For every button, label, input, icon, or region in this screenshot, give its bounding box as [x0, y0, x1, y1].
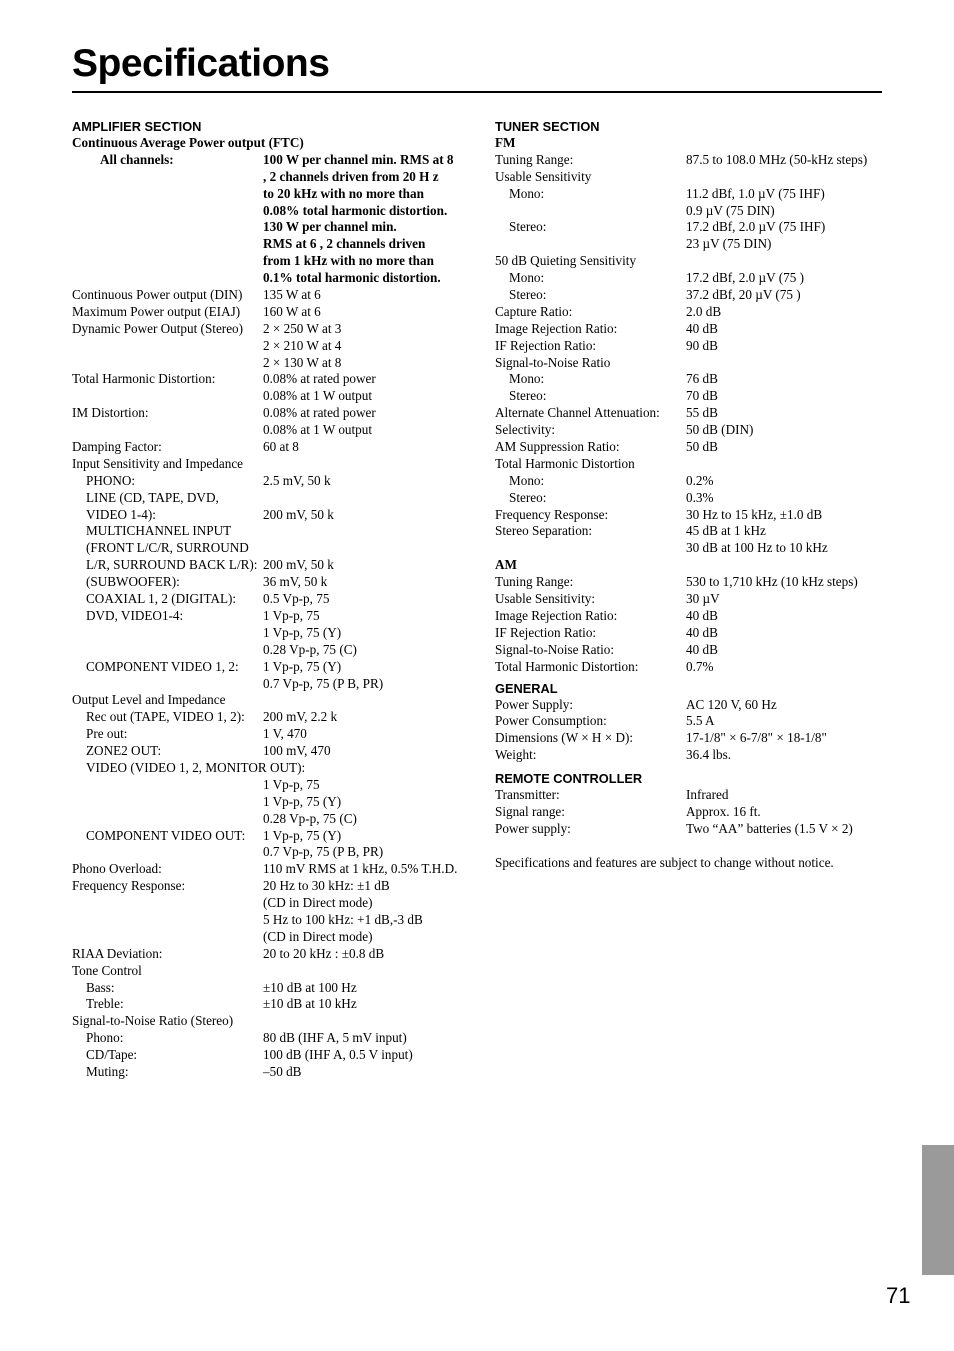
spec-value: 17-1/8" × 6-7/8" × 18-1/8" [686, 730, 827, 746]
spec-label: ZONE2 OUT: [86, 743, 162, 759]
spec-label: Signal-to-Noise Ratio [495, 354, 611, 370]
remote-section-heading: REMOTE CONTROLLER [495, 771, 643, 787]
spec-value: 1 Vp-p, 75 [263, 776, 320, 792]
spec-label: Tuning Range: [495, 151, 574, 167]
spec-row [495, 574, 895, 591]
spec-row [495, 659, 895, 676]
spec-value: 0.9 µV (75 DIN) [686, 202, 775, 218]
spec-value: 0.08% at rated power [263, 371, 376, 387]
spec-value: 1 V, 470 [263, 726, 307, 742]
spec-label: Frequency Response: [495, 506, 609, 522]
spec-label: COMPONENT VIDEO 1, 2: [86, 658, 239, 674]
spec-label [72, 642, 263, 659]
spec-value: 30 µV [686, 591, 720, 607]
spec-value: 1 Vp-p, 75 (Y) [263, 793, 342, 809]
spec-value: 36.4 lbs. [686, 747, 732, 763]
spec-label [72, 422, 263, 439]
spec-label [72, 338, 263, 355]
spec-row [72, 726, 462, 743]
spec-label: Mono: [509, 185, 545, 201]
spec-label: Phono Overload: [72, 861, 162, 877]
spec-label: Transmitter: [495, 787, 560, 803]
spec-label: (FRONT L/C/R, SURROUND [86, 540, 249, 556]
spec-row [72, 828, 462, 845]
spec-row [495, 186, 895, 203]
spec-label: CD/Tape: [86, 1047, 138, 1063]
spec-row [495, 253, 895, 270]
spec-row [72, 811, 462, 828]
spec-value: ±10 dB at 100 Hz [263, 979, 357, 995]
spec-label: Mono: [509, 371, 545, 387]
spec-row [495, 287, 895, 304]
spec-value: 17.2 dBf, 2.0 µV (75 ) [686, 270, 804, 286]
page-title: Specifications [72, 42, 330, 85]
spec-label: Weight: [495, 747, 537, 763]
spec-label [72, 794, 263, 811]
spec-value: 23 µV (75 DIN) [686, 236, 772, 252]
spec-label: Usable Sensitivity: [495, 591, 596, 607]
spec-row [72, 676, 462, 693]
spec-row [495, 304, 895, 321]
spec-label [72, 811, 263, 828]
spec-row [495, 355, 895, 372]
spec-value: 0.28 Vp-p, 75 (C) [263, 810, 357, 826]
spec-value: 80 dB (IHF A, 5 mV input) [263, 1030, 407, 1046]
spec-label: IM Distortion: [72, 405, 149, 421]
title-divider [72, 91, 882, 93]
spec-label: Image Rejection Ratio: [495, 607, 618, 623]
spec-label: (SUBWOOFER): [86, 574, 180, 590]
spec-row [72, 388, 462, 405]
all-channels-line: from 1 kHz with no more than [263, 253, 434, 269]
spec-row [72, 794, 462, 811]
spec-label: 50 dB Quieting Sensitivity [495, 253, 637, 269]
spec-row [495, 821, 895, 838]
spec-label: Tuning Range: [495, 574, 574, 590]
spec-value: 30 dB at 100 Hz to 10 kHz [686, 540, 828, 556]
spec-value: 76 dB [686, 371, 718, 387]
spec-value: 200 mV, 50 k [263, 506, 334, 522]
spec-value: 40 dB [686, 624, 718, 640]
fm-spec-list [495, 152, 895, 557]
spec-value: Two “AA” batteries (1.5 V × 2) [686, 820, 853, 836]
spec-label: Output Level and Impedance [72, 692, 226, 708]
spec-value: 90 dB [686, 337, 718, 353]
spec-label: Stereo: [509, 219, 547, 235]
spec-row [495, 422, 895, 439]
spec-label: Power Supply: [495, 696, 574, 712]
spec-row [495, 405, 895, 422]
spec-value: 5 Hz to 100 kHz: +1 dB,-3 dB [263, 911, 423, 927]
spec-row [495, 388, 895, 405]
spec-row [72, 523, 462, 540]
spec-label [72, 895, 263, 912]
page-number: 71 [886, 1283, 911, 1308]
spec-label: Continuous Power output (DIN) [72, 287, 243, 303]
spec-label: Image Rejection Ratio: [495, 320, 618, 336]
spec-row [72, 996, 462, 1013]
spec-value: 2 × 130 W at 8 [263, 354, 342, 370]
spec-row [495, 608, 895, 625]
spec-row [72, 642, 462, 659]
spec-label [72, 929, 263, 946]
spec-value: 100 mV, 470 [263, 743, 331, 759]
spec-label: Alternate Channel Attenuation: [495, 405, 660, 421]
spec-label [495, 540, 686, 557]
spec-value: 200 mV, 50 k [263, 557, 334, 573]
spec-value: 530 to 1,710 kHz (10 kHz steps) [686, 574, 858, 590]
spec-label [72, 912, 263, 929]
spec-value: (CD in Direct mode) [263, 928, 373, 944]
spec-row [495, 730, 895, 747]
spec-label: Power Consumption: [495, 713, 607, 729]
spec-value: 0.08% at 1 W output [263, 422, 373, 438]
spec-label: Usable Sensitivity [495, 168, 592, 184]
spec-row [72, 422, 462, 439]
spec-label [72, 625, 263, 642]
spec-label: Maximum Power output (EIAJ) [72, 303, 241, 319]
spec-row [72, 557, 462, 574]
spec-value: 1 Vp-p, 75 [263, 607, 320, 623]
spec-row [72, 743, 462, 760]
spec-value: 135 W at 6 [263, 287, 321, 303]
section-tab-marker [922, 1145, 954, 1275]
spec-value: 1 Vp-p, 75 (Y) [263, 624, 342, 640]
spec-value: 20 to 20 kHz : ±0.8 dB [263, 945, 385, 961]
spec-value: 30 Hz to 15 kHz, ±1.0 dB [686, 506, 823, 522]
spec-row [72, 692, 462, 709]
spec-row [72, 371, 462, 388]
spec-row [495, 456, 895, 473]
spec-row [72, 540, 462, 557]
spec-label: Phono: [86, 1030, 124, 1046]
spec-row [72, 304, 462, 321]
spec-row [72, 760, 462, 777]
spec-value: AC 120 V, 60 Hz [686, 696, 777, 712]
spec-label [495, 236, 686, 253]
spec-label [72, 388, 263, 405]
all-channels-value [263, 152, 459, 287]
spec-label: PHONO: [86, 472, 136, 488]
spec-label: COAXIAL 1, 2 (DIGITAL): [86, 591, 237, 607]
spec-row [72, 287, 462, 304]
spec-label: Total Harmonic Distortion: [495, 658, 639, 674]
spec-label: IF Rejection Ratio: [495, 624, 597, 640]
spec-label [72, 777, 263, 794]
spec-row [495, 203, 895, 220]
spec-value: 0.5 Vp-p, 75 [263, 591, 330, 607]
spec-label: Pre out: [86, 726, 128, 742]
spec-row [495, 697, 895, 714]
spec-label: Dimensions (W × H × D): [495, 730, 634, 746]
spec-row [495, 219, 895, 236]
spec-value: 50 dB [686, 439, 718, 455]
ftc-label: Continuous Average Power output (FTC) [72, 135, 304, 150]
spec-row [495, 625, 895, 642]
spec-value: 0.08% at 1 W output [263, 388, 373, 404]
spec-label: Mono: [509, 472, 545, 488]
all-channels-label: All channels: [100, 151, 174, 167]
spec-row [72, 456, 462, 473]
spec-row [495, 804, 895, 821]
spec-value: 0.3% [686, 489, 714, 505]
spec-label: Input Sensitivity and Impedance [72, 455, 244, 471]
spec-value: 45 dB at 1 kHz [686, 523, 766, 539]
spec-row [495, 523, 895, 540]
spec-row [72, 929, 462, 946]
general-section-heading: GENERAL [495, 680, 558, 696]
spec-value: 1 Vp-p, 75 (Y) [263, 658, 342, 674]
spec-label [72, 355, 263, 372]
spec-value: 36 mV, 50 k [263, 574, 328, 590]
spec-label [72, 844, 263, 861]
spec-label: Stereo: [509, 388, 547, 404]
spec-row [495, 473, 895, 490]
spec-row [72, 963, 462, 980]
tuner-column [495, 116, 895, 872]
spec-value: 11.2 dBf, 1.0 µV (75 IHF) [686, 185, 825, 201]
spec-label: Dynamic Power Output (Stereo) [72, 320, 244, 336]
spec-row [72, 777, 462, 794]
spec-label: Treble: [86, 996, 124, 1012]
spec-label: Mono: [509, 270, 545, 286]
spec-value: –50 dB [263, 1063, 302, 1079]
spec-value: Infrared [686, 787, 729, 803]
amplifier-column [72, 116, 462, 1081]
spec-row [72, 507, 462, 524]
spec-row [495, 507, 895, 524]
spec-row [495, 713, 895, 730]
spec-row [72, 861, 462, 878]
spec-label: L/R, SURROUND BACK L/R): [86, 557, 258, 573]
spec-value: 0.08% at rated power [263, 405, 376, 421]
spec-label: IF Rejection Ratio: [495, 337, 597, 353]
spec-row [495, 540, 895, 557]
spec-row [72, 608, 462, 625]
spec-value: 55 dB [686, 405, 718, 421]
spec-row [72, 946, 462, 963]
spec-value: 100 dB (IHF A, 0.5 V input) [263, 1047, 413, 1063]
spec-value: 160 W at 6 [263, 303, 321, 319]
spec-row [72, 338, 462, 355]
spec-value: 2.0 dB [686, 303, 722, 319]
spec-label: Capture Ratio: [495, 303, 573, 319]
spec-value: 2.5 mV, 50 k [263, 472, 331, 488]
all-channels-line: 0.08% total harmonic distortion. [263, 202, 448, 218]
spec-row [495, 338, 895, 355]
spec-label: RIAA Deviation: [72, 945, 163, 961]
all-channels-spec [72, 152, 462, 287]
spec-row [72, 490, 462, 507]
spec-value: 37.2 dBf, 20 µV (75 ) [686, 287, 801, 303]
spec-value: 0.28 Vp-p, 75 (C) [263, 641, 357, 657]
spec-row [495, 591, 895, 608]
am-subheading: AM [495, 557, 517, 573]
spec-label: Muting: [86, 1063, 129, 1079]
spec-row [72, 912, 462, 929]
spec-label: AM Suppression Ratio: [495, 439, 620, 455]
spec-value: 40 dB [686, 607, 718, 623]
spec-row [495, 169, 895, 186]
spec-label [72, 676, 263, 693]
spec-label: Tone Control [72, 962, 142, 978]
spec-value: (CD in Direct mode) [263, 895, 373, 911]
spec-label: Stereo: [509, 489, 547, 505]
spec-row [495, 321, 895, 338]
spec-row [72, 439, 462, 456]
spec-value: 87.5 to 108.0 MHz (50-kHz steps) [686, 151, 868, 167]
am-spec-list [495, 574, 895, 675]
spec-value: 0.7 Vp-p, 75 (P B, PR) [263, 844, 384, 860]
spec-value: 2 × 210 W at 4 [263, 337, 342, 353]
spec-row [72, 1030, 462, 1047]
amplifier-spec-list [72, 287, 462, 1081]
tuner-section-heading: TUNER SECTION [495, 119, 600, 134]
spec-value: 0.7 Vp-p, 75 (P B, PR) [263, 675, 384, 691]
spec-label: Stereo: [509, 287, 547, 303]
spec-value: ±10 dB at 10 kHz [263, 996, 357, 1012]
spec-value: 200 mV, 2.2 k [263, 709, 338, 725]
spec-row [72, 473, 462, 490]
spec-row [72, 709, 462, 726]
spec-row [495, 787, 895, 804]
spec-label: Bass: [86, 979, 115, 995]
spec-row [72, 405, 462, 422]
spec-row [495, 490, 895, 507]
spec-label: Damping Factor: [72, 439, 162, 455]
spec-value: Approx. 16 ft. [686, 803, 761, 819]
spec-label: Signal range: [495, 803, 565, 819]
spec-value: 110 mV RMS at 1 kHz, 0.5% T.H.D. [263, 861, 458, 877]
spec-label: COMPONENT VIDEO OUT: [86, 827, 246, 843]
all-channels-line: 130 W per channel min. [263, 219, 397, 235]
general-spec-list [495, 697, 895, 765]
spec-label: Power supply: [495, 820, 571, 836]
spec-label [495, 203, 686, 220]
spec-value: 2 × 250 W at 3 [263, 320, 342, 336]
spec-label: Signal-to-Noise Ratio (Stereo) [72, 1013, 234, 1029]
spec-label: Frequency Response: [72, 878, 186, 894]
spec-row [72, 321, 462, 338]
spec-row [72, 591, 462, 608]
amplifier-section-heading: AMPLIFIER SECTION [72, 119, 202, 134]
spec-row [495, 642, 895, 659]
spec-value: 0.7% [686, 658, 714, 674]
spec-row [72, 659, 462, 676]
spec-label: DVD, VIDEO1-4: [86, 607, 184, 623]
spec-row [72, 878, 462, 895]
spec-row [495, 747, 895, 764]
spec-row [495, 439, 895, 456]
spec-row [72, 625, 462, 642]
spec-value: 40 dB [686, 641, 718, 657]
spec-label: VIDEO 1-4): [86, 506, 156, 522]
spec-label: Selectivity: [495, 422, 556, 438]
spec-label: VIDEO (VIDEO 1, 2, MONITOR OUT): [86, 759, 306, 775]
change-notice: Specifications and features are subject to change without notice. [495, 854, 834, 870]
spec-label: MULTICHANNEL INPUT [86, 523, 232, 539]
spec-value: 5.5 A [686, 713, 715, 729]
spec-value: 70 dB [686, 388, 718, 404]
spec-value: 17.2 dBf, 2.0 µV (75 IHF) [686, 219, 826, 235]
all-channels-line: , 2 channels driven from 20 H z [263, 168, 439, 184]
spec-label: Total Harmonic Distortion: [72, 371, 216, 387]
spec-label: Rec out (TAPE, VIDEO 1, 2): [86, 709, 245, 725]
remote-spec-list [495, 787, 895, 838]
spec-row [72, 980, 462, 997]
spec-label: LINE (CD, TAPE, DVD, [86, 489, 219, 505]
spec-value: 50 dB (DIN) [686, 422, 754, 438]
spec-value: 1 Vp-p, 75 (Y) [263, 827, 342, 843]
spec-value: 40 dB [686, 320, 718, 336]
spec-row [72, 574, 462, 591]
all-channels-line: 0.1% total harmonic distortion. [263, 270, 441, 286]
spec-row [495, 371, 895, 388]
spec-label: Total Harmonic Distortion [495, 455, 635, 471]
spec-label: Signal-to-Noise Ratio: [495, 641, 615, 657]
spec-row [72, 844, 462, 861]
spec-row [72, 1013, 462, 1030]
spec-label: Stereo Separation: [495, 523, 593, 539]
fm-subheading: FM [495, 135, 516, 150]
spec-row [72, 1047, 462, 1064]
all-channels-line: RMS at 6 , 2 channels driven [263, 236, 426, 252]
spec-value: 0.2% [686, 472, 714, 488]
spec-row [72, 355, 462, 372]
all-channels-line: to 20 kHz with no more than [263, 185, 424, 201]
spec-row [495, 236, 895, 253]
spec-value: 60 at 8 [263, 439, 299, 455]
spec-row [72, 895, 462, 912]
spec-row [495, 270, 895, 287]
spec-row [495, 152, 895, 169]
spec-row [72, 1064, 462, 1081]
all-channels-line: 100 W per channel min. RMS at 8 [263, 151, 454, 167]
spec-value: 20 Hz to 30 kHz: ±1 dB [263, 878, 390, 894]
